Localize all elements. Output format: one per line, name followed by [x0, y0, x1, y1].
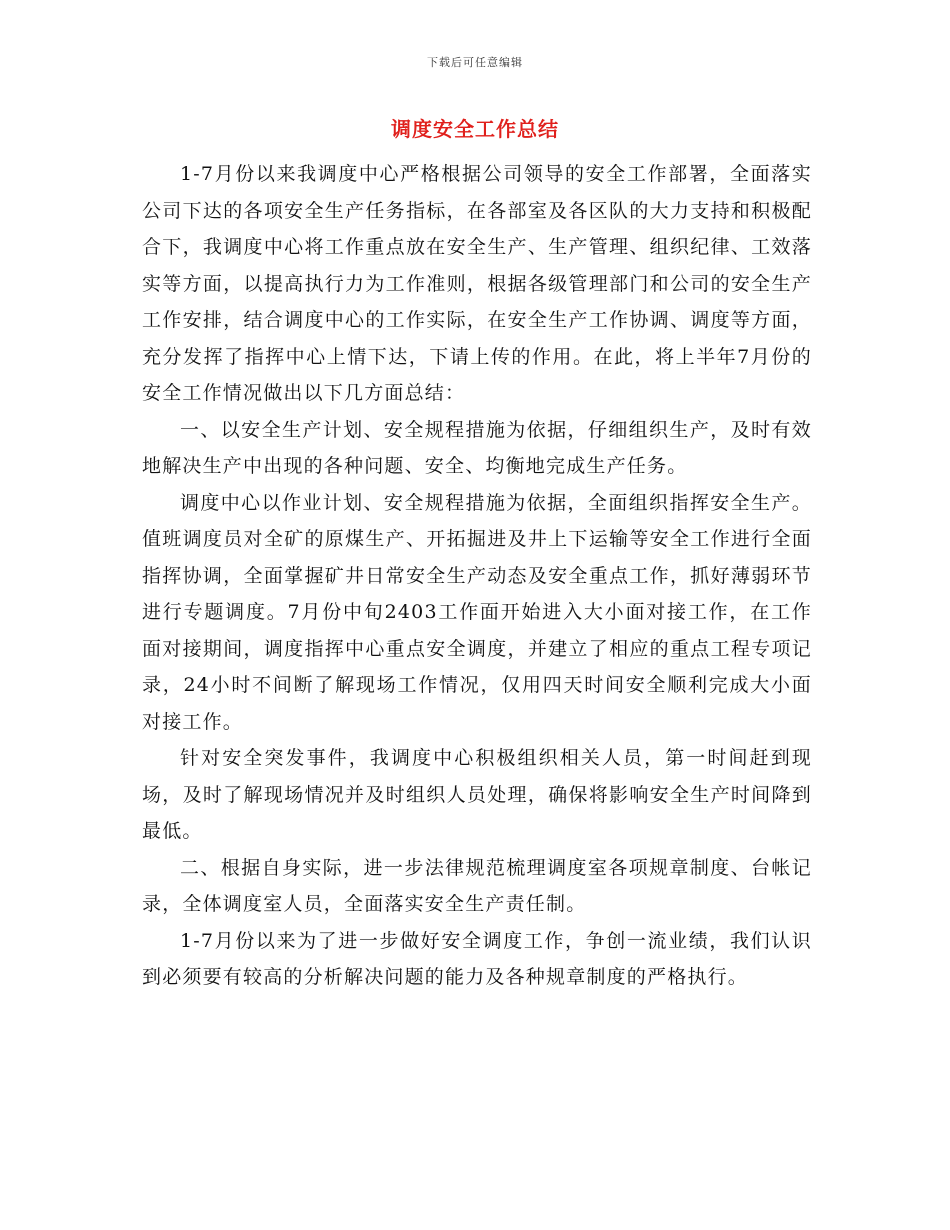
paragraph-section-one-heading: 一、以安全生产计划、安全规程措施为依据，仔细组织生产，及时有效地解决生产中出现的各种问题、安全、均衡地完成生产任务。 — [142, 418, 812, 477]
paragraph-emergency: 针对安全突发事件，我调度中心积极组织相关人员，第一时间赶到现场，及时了解现场情况并及时组织人员处理，确保将影响安全生产时间降到最低。 — [142, 747, 812, 842]
paragraph-intro: 1-7月份以来我调度中心严格根据公司领导的安全工作部署，全面落实公司下达的各项安全生产任务指标，在各部室及各区队的大力支持和积极配合下，我调度中心将工作重点放在安全生产、生产管理、组织纪律、工效落实等方面，以提高执行力为工作准则，根据各级管理部门和公司的安全生产工作安排，结合调度中心的工作实际，在安全生产工作协调、调度等方面，充分发挥了指挥中心上情下达，下请上传的作用。在此，将上半年7月份的安全工作情况做出以下几方面总结： — [142, 163, 812, 404]
document-body — [142, 156, 812, 996]
paragraph-dispatch-center: 调度中心以作业计划、安全规程措施为依据，全面组织指挥安全生产。值班调度员对全矿的原煤生产、开拓掘进及井上下运输等安全工作进行全面指挥协调，全面掌握矿井日常安全生产动态及安全重点工作，抓好薄弱环节进行专题调度。7月份中旬2403工作面开始进入大小面对接工作，在工作面对接期间，调度指挥中心重点安全调度，并建立了相应的重点工程专项记录，24小时不间断了解现场工作情况，仅用四天时间安全顺利完成大小面对接工作。 — [142, 491, 812, 733]
document-title: 调度安全工作总结 — [391, 117, 559, 141]
paragraph-section-two-heading: 二、根据自身实际，进一步法律规范梳理调度室各项规章制度、台帐记录，全体调度室人员，全面落实安全生产责任制。 — [142, 856, 812, 915]
header-note: 下载后可任意编辑 — [427, 56, 523, 69]
paragraph-closing: 1-7月份以来为了进一步做好安全调度工作，争创一流业绩，我们认识到必须要有较高的分析解决问题的能力及各种规章制度的严格执行。 — [142, 929, 812, 988]
